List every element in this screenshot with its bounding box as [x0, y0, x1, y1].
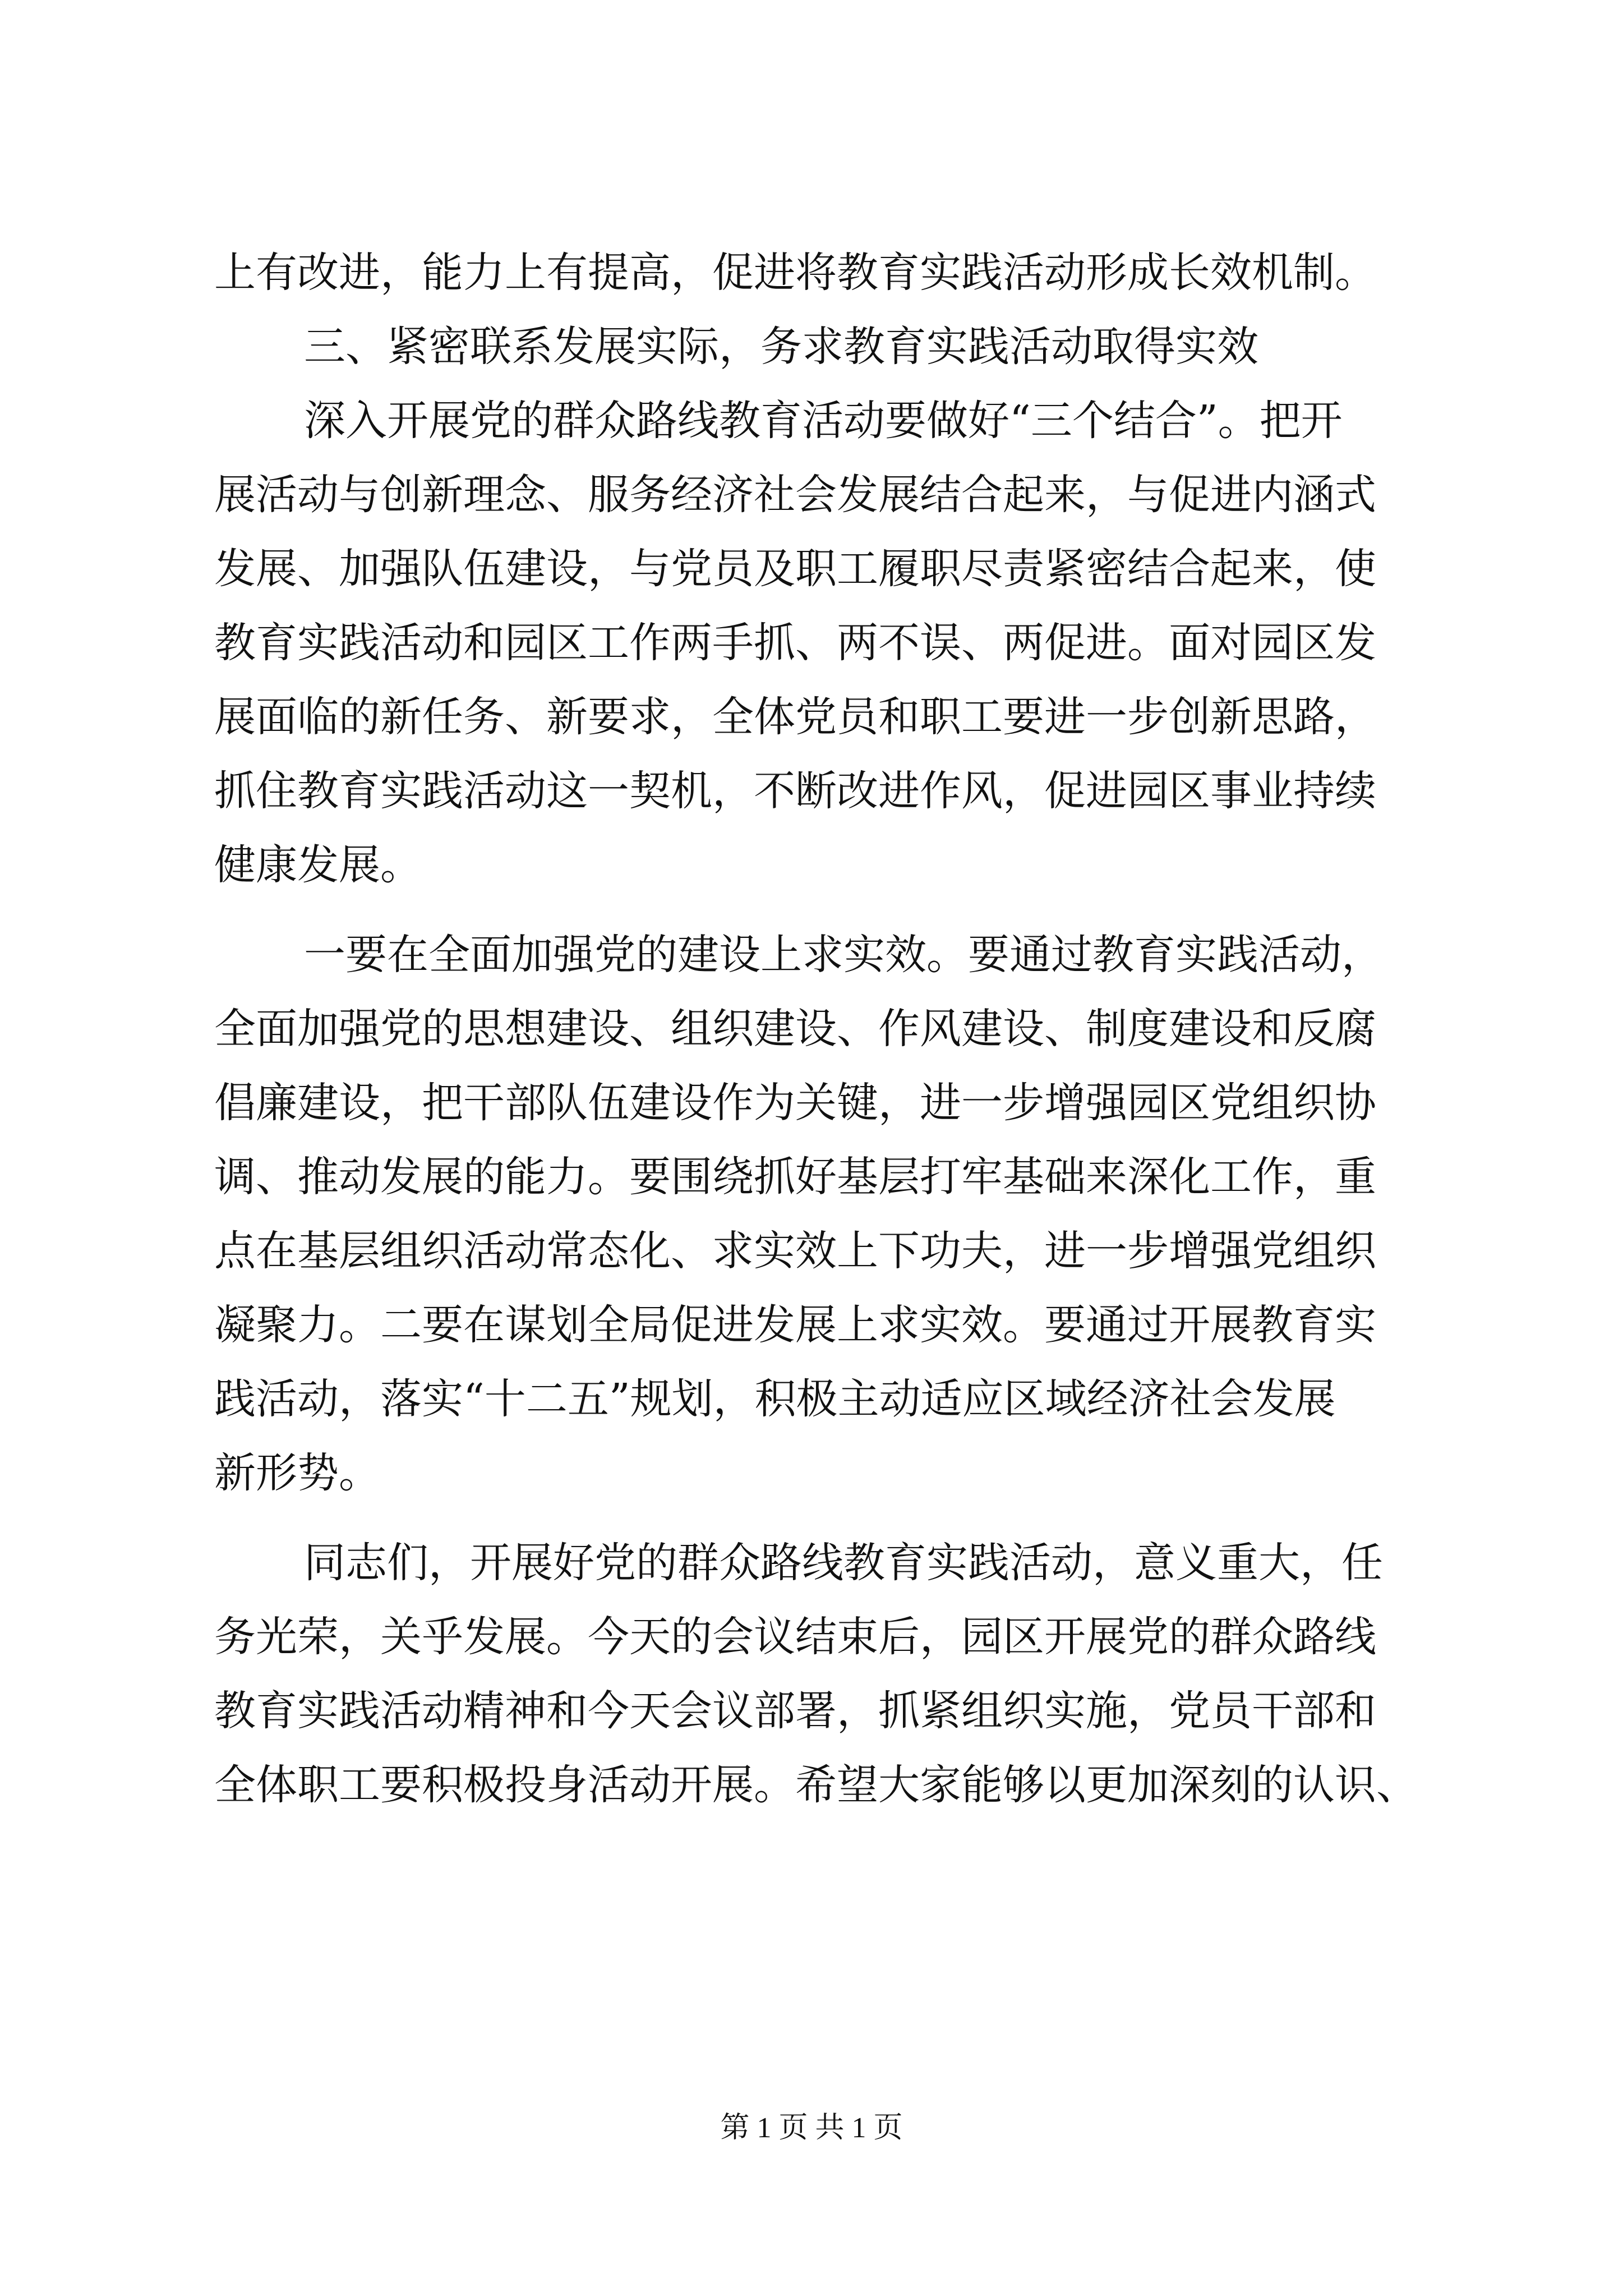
- text-line: 践活动，落实“十二五”规划，积极主动适应区域经济社会发展: [214, 1375, 1336, 1423]
- text-line: 展面临的新任务、新要求，全体党员和职工要进一步创新思路，: [214, 693, 1376, 741]
- text-line: 同志们，开展好党的群众路线教育实践活动，意义重大，任: [304, 1539, 1383, 1587]
- text-line: 发展、加强队伍建设，与党员及职工履职尽责紧密结合起来，使: [214, 545, 1376, 593]
- text-line: 展活动与创新理念、服务经济社会发展结合起来，与促进内涵式: [214, 471, 1376, 519]
- text-line: 深入开展党的群众路线教育活动要做好“三个结合”。把开: [304, 397, 1343, 445]
- text-line: 上有改进，能力上有提高，促进将教育实践活动形成长效机制。: [214, 249, 1376, 297]
- page-footer: 第 1 页 共 1 页: [720, 2112, 903, 2144]
- text-line: 新形势。: [214, 1449, 380, 1497]
- text-line: 健康发展。: [214, 841, 422, 889]
- section-heading: 三、紧密联系发展实际，务求教育实践活动取得实效: [304, 323, 1258, 371]
- text-line: 点在基层组织活动常态化、求实效上下功夫，进一步增强党组织: [214, 1227, 1376, 1275]
- text-line: 倡廉建设，把干部队伍建设作为关键，进一步增强园区党组织协: [214, 1079, 1376, 1127]
- text-line: 调、推动发展的能力。要围绕抓好基层打牢基础来深化工作，重: [214, 1153, 1376, 1201]
- text-line: 抓住教育实践活动这一契机，不断改进作风，促进园区事业持续: [214, 767, 1376, 815]
- text-line: 全面加强党的思想建设、组织建设、作风建设、制度建设和反腐: [214, 1005, 1376, 1053]
- text-line: 教育实践活动和园区工作两手抓、两不误、两促进。面对园区发: [214, 619, 1376, 667]
- text-line: 全体职工要积极投身活动开展。希望大家能够以更加深刻的认识、: [214, 1761, 1418, 1809]
- text-line: 一要在全面加强党的建设上求实效。要通过教育实践活动，: [304, 931, 1383, 979]
- text-line: 教育实践活动精神和今天会议部署，抓紧组织实施，党员干部和: [214, 1687, 1376, 1735]
- text-line: 凝聚力。二要在谋划全局促进发展上求实效。要通过开展教育实: [214, 1301, 1376, 1349]
- text-line: 务光荣，关乎发展。今天的会议结束后，园区开展党的群众路线: [214, 1613, 1376, 1661]
- document-body: [214, 236, 1420, 1822]
